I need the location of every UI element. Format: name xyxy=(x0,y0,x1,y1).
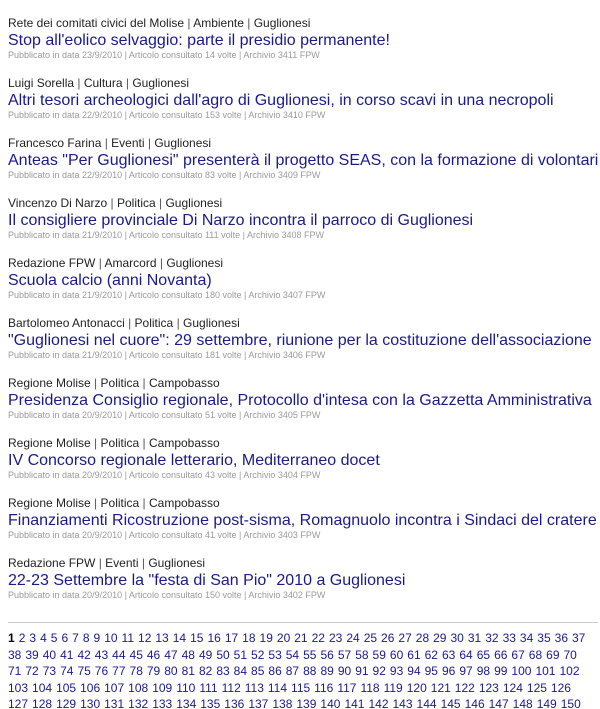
meta-separator: | xyxy=(144,136,155,150)
page-link[interactable]: 89 xyxy=(320,664,334,678)
page-link[interactable]: 149 xyxy=(536,697,557,709)
article-place: Guglionesi xyxy=(154,136,212,150)
page-link[interactable]: 51 xyxy=(233,647,248,662)
page-link[interactable]: 33 xyxy=(502,631,516,645)
page-link[interactable]: 134 xyxy=(176,697,197,709)
page-link[interactable]: 93 xyxy=(389,664,404,678)
page-link[interactable]: 70 xyxy=(563,647,577,662)
page-link[interactable]: 107 xyxy=(104,680,125,695)
page-link[interactable]: 84 xyxy=(233,664,248,678)
page-link[interactable]: 3 xyxy=(29,631,37,645)
article-item xyxy=(8,496,600,556)
page-link[interactable]: 73 xyxy=(42,664,57,678)
article-info: Pubblicato in data 20/9/2010 | Articolo consultato 41 volte | Archivio 3403 FPW xyxy=(8,530,321,540)
page-link[interactable]: 13 xyxy=(155,631,169,645)
article-info: Pubblicato in data 21/9/2010 | Articolo consultato 180 volte | Archivio 3407 FPW xyxy=(8,290,326,300)
article-title-link[interactable]: Scuola calcio (anni Novanta) xyxy=(8,272,212,289)
page-link[interactable]: 115 xyxy=(291,680,311,695)
article-category: Cultura xyxy=(83,76,123,90)
page-link[interactable]: 119 xyxy=(383,680,403,695)
article-meta xyxy=(8,556,600,571)
page-link[interactable]: 129 xyxy=(56,697,77,709)
article-item xyxy=(8,76,600,136)
meta-separator: | xyxy=(122,76,133,90)
page-link[interactable]: 21 xyxy=(294,631,308,645)
page-link[interactable]: 12 xyxy=(138,631,152,645)
article-title-link[interactable]: Anteas "Per Guglionesi" presenterà il progetto SEAS, con la formazione di volontari xyxy=(8,152,599,169)
page-link[interactable]: 91 xyxy=(355,664,369,678)
page-link[interactable]: 43 xyxy=(94,647,109,662)
pagination-row xyxy=(8,647,600,664)
article-info: Pubblicato in data 21/9/2010 | Articolo consultato 111 volte | Archivio 3408 FPW xyxy=(8,230,325,240)
page-link[interactable]: 20 xyxy=(276,631,291,645)
page-link[interactable]: 106 xyxy=(80,680,101,695)
page-link[interactable]: 68 xyxy=(528,647,543,662)
pagination-row xyxy=(8,696,600,709)
page-link[interactable]: 147 xyxy=(488,697,509,709)
article-meta xyxy=(8,316,600,331)
page-link[interactable]: 86 xyxy=(268,664,282,678)
page-link[interactable]: 2 xyxy=(18,631,26,645)
page-link[interactable]: 30 xyxy=(450,631,464,645)
page-link[interactable]: 141 xyxy=(344,697,365,709)
page-link[interactable]: 140 xyxy=(320,697,341,709)
page-link[interactable]: 74 xyxy=(60,664,74,678)
page-link[interactable]: 16 xyxy=(207,631,221,645)
page-link[interactable]: 29 xyxy=(433,631,447,645)
article-category: Eventi xyxy=(105,556,139,570)
article-meta xyxy=(8,256,600,271)
page-link[interactable]: 118 xyxy=(360,680,380,695)
page-link[interactable]: 34 xyxy=(519,631,534,645)
page-link[interactable]: 97 xyxy=(459,664,473,678)
page-link[interactable]: 11 xyxy=(121,631,135,645)
article-info: Pubblicato in data 23/9/2010 | Articolo consultato 14 volte | Archivio 3411 FPW xyxy=(8,50,320,60)
page-link[interactable]: 135 xyxy=(200,697,221,709)
page-link[interactable]: 59 xyxy=(372,647,386,662)
pagination-row xyxy=(8,680,600,697)
meta-separator: | xyxy=(107,196,117,210)
article-info: Pubblicato in data 20/9/2010 | Articolo consultato 150 volte | Archivio 3402 FPW xyxy=(8,590,326,600)
page-link[interactable]: 38 xyxy=(8,647,22,662)
article-item xyxy=(8,136,600,196)
article-item xyxy=(8,196,600,256)
article-place: Guglionesi xyxy=(148,556,206,570)
page-link[interactable]: 19 xyxy=(259,631,273,645)
page-link[interactable]: 6 xyxy=(61,631,69,645)
page-link[interactable]: 75 xyxy=(77,664,91,678)
page-link[interactable]: 27 xyxy=(398,631,412,645)
page-link[interactable]: 80 xyxy=(164,664,178,678)
page-link[interactable]: 126 xyxy=(550,680,571,695)
page-link[interactable]: 41 xyxy=(60,647,74,662)
article-info: Pubblicato in data 22/9/2010 | Articolo consultato 153 volte | Archivio 3410 FPW xyxy=(8,110,326,120)
article-author: Francesco Farina xyxy=(8,136,102,150)
page-link[interactable]: 62 xyxy=(424,647,438,662)
page-link[interactable]: 82 xyxy=(198,664,213,678)
page-link[interactable]: 96 xyxy=(441,664,456,678)
article-category: Politica xyxy=(100,436,140,450)
page-link[interactable]: 139 xyxy=(296,697,317,709)
page-link[interactable]: 22 xyxy=(311,631,325,645)
page-link[interactable]: 103 xyxy=(8,680,29,695)
page-link[interactable]: 87 xyxy=(285,664,300,678)
page-link[interactable]: 110 xyxy=(176,680,196,695)
page-link[interactable]: 148 xyxy=(512,697,533,709)
article-title-link[interactable]: Il consigliere provinciale Di Narzo incontra il parroco di Guglionesi xyxy=(8,212,474,229)
page-link[interactable]: 9 xyxy=(93,631,101,645)
page-link[interactable]: 4 xyxy=(40,631,47,645)
article-category: Politica xyxy=(134,316,174,330)
page-link[interactable]: 57 xyxy=(337,647,352,662)
page-link[interactable]: 136 xyxy=(224,697,245,709)
page-link[interactable]: 35 xyxy=(537,631,551,645)
article-category: Politica xyxy=(100,496,140,510)
page-link[interactable]: 77 xyxy=(112,664,126,678)
article-place: Campobasso xyxy=(149,496,220,510)
page-link[interactable]: 150 xyxy=(560,697,581,709)
page-link[interactable]: 50 xyxy=(216,647,230,662)
article-author: Vincenzo Di Narzo xyxy=(8,196,108,210)
article-meta xyxy=(8,196,600,211)
page-link[interactable]: 10 xyxy=(104,631,118,645)
meta-separator: | xyxy=(90,496,101,510)
article-category: Eventi xyxy=(111,136,145,150)
article-author: Luigi Sorella xyxy=(8,76,75,90)
article-item xyxy=(8,436,600,496)
page-link[interactable]: 25 xyxy=(363,631,378,645)
page-link[interactable]: 138 xyxy=(272,697,293,709)
article-category: Ambiente xyxy=(193,16,244,30)
page-link[interactable]: 92 xyxy=(372,664,386,678)
page-link[interactable]: 105 xyxy=(56,680,77,695)
article-item xyxy=(8,256,600,316)
page-link[interactable]: 65 xyxy=(476,647,491,662)
page-link[interactable]: 111 xyxy=(199,680,218,695)
page-link[interactable]: 54 xyxy=(285,647,300,662)
article-item xyxy=(8,16,600,76)
article-title-link[interactable]: Altri tesori archeologici dall'agro di Guglionesi, in corso scavi in una necropoli xyxy=(8,92,554,109)
article-meta xyxy=(8,376,600,391)
page-link[interactable]: 124 xyxy=(502,680,523,695)
article-author: Rete dei comitati civici del Molise xyxy=(8,16,185,30)
article-item xyxy=(8,556,600,616)
page-link[interactable]: 127 xyxy=(8,697,29,709)
page-link[interactable]: 114 xyxy=(267,680,288,695)
article-info: Pubblicato in data 20/9/2010 | Articolo consultato 43 volte | Archivio 3404 FPW xyxy=(8,470,321,480)
article-author: Regione Molise xyxy=(8,436,91,450)
page-link[interactable]: 137 xyxy=(248,697,269,709)
page-link[interactable]: 32 xyxy=(485,631,499,645)
meta-separator: | xyxy=(155,196,166,210)
page-link[interactable]: 125 xyxy=(526,680,547,695)
page-link[interactable]: 55 xyxy=(303,647,317,662)
article-meta xyxy=(8,136,600,151)
article-place: Guglionesi xyxy=(165,196,223,210)
article-place: Guglionesi xyxy=(183,316,240,330)
meta-separator: | xyxy=(95,556,106,570)
article-author: Regione Molise xyxy=(8,376,91,390)
page-link[interactable]: 83 xyxy=(216,664,230,678)
page-link[interactable]: 144 xyxy=(416,697,437,709)
page-link[interactable]: 47 xyxy=(164,647,178,662)
meta-separator: | xyxy=(139,436,149,450)
meta-separator: | xyxy=(101,136,112,150)
page-link[interactable]: 67 xyxy=(511,647,525,662)
page-link[interactable]: 120 xyxy=(406,680,427,695)
page-link[interactable]: 88 xyxy=(303,664,317,678)
page-link[interactable]: 53 xyxy=(268,647,282,662)
page-link[interactable]: 58 xyxy=(355,647,369,662)
page-link[interactable]: 64 xyxy=(459,647,473,662)
meta-separator: | xyxy=(139,376,149,390)
page-link[interactable]: 36 xyxy=(554,631,568,645)
article-meta xyxy=(8,496,600,511)
meta-separator: | xyxy=(90,436,101,450)
page-link[interactable]: 109 xyxy=(152,680,173,695)
page-link[interactable]: 18 xyxy=(242,631,256,645)
article-author: Redazione FPW xyxy=(8,256,96,270)
page-link[interactable]: 131 xyxy=(104,697,125,709)
article-info: Pubblicato in data 22/9/2010 | Articolo consultato 83 volte | Archivio 3409 FPW xyxy=(8,170,321,180)
page-link[interactable]: 7 xyxy=(72,631,79,645)
meta-separator: | xyxy=(124,316,135,330)
page-link[interactable]: 72 xyxy=(25,664,39,678)
page-link[interactable]: 42 xyxy=(77,647,91,662)
page-link[interactable]: 143 xyxy=(392,697,413,709)
article-title-link[interactable]: Finanziamenti Ricostruzione post-sisma, Romagnuolo incontra i Sindaci del cratere xyxy=(8,512,597,529)
page-link[interactable]: 95 xyxy=(424,664,438,678)
page-link[interactable]: 122 xyxy=(454,680,475,695)
page-link[interactable]: 49 xyxy=(198,647,213,662)
article-meta xyxy=(8,436,600,451)
article-title-link[interactable]: Stop all'eolico selvaggio: parte il presidio permanente! xyxy=(8,32,390,49)
meta-separator: | xyxy=(184,16,194,30)
page-link[interactable]: 26 xyxy=(381,631,395,645)
page-link[interactable]: 48 xyxy=(181,647,195,662)
meta-separator: | xyxy=(173,316,184,330)
page-link[interactable]: 79 xyxy=(146,664,161,678)
article-category: Politica xyxy=(116,196,156,210)
page-link[interactable]: 90 xyxy=(337,664,352,678)
page-link[interactable]: 112 xyxy=(221,680,241,695)
page-link[interactable]: 60 xyxy=(389,647,404,662)
pagination-row xyxy=(8,630,600,647)
page-link[interactable]: 133 xyxy=(152,697,173,709)
page-link[interactable]: 142 xyxy=(368,697,389,709)
article-title-link[interactable]: IV Concorso regionale letterario, Mediterraneo docet xyxy=(8,452,380,469)
page-link[interactable]: 46 xyxy=(146,647,161,662)
article-info: Pubblicato in data 21/9/2010 | Articolo consultato 181 volte | Archivio 3406 FPW xyxy=(8,350,326,360)
page-link[interactable]: 37 xyxy=(572,631,586,645)
page-link[interactable]: 101 xyxy=(535,664,556,678)
article-author: Bartolomeo Antonacci xyxy=(8,316,125,330)
page-link[interactable]: 28 xyxy=(415,631,430,645)
article-place: Campobasso xyxy=(149,376,220,390)
page-link[interactable]: 146 xyxy=(464,697,485,709)
page-link[interactable]: 52 xyxy=(251,647,265,662)
page-link[interactable]: 39 xyxy=(25,647,39,662)
article-title-link[interactable]: Presidenza Consiglio regionale, Protocollo d'intesa con la Gazzetta Amministrativa xyxy=(8,392,592,409)
meta-separator: | xyxy=(138,556,149,570)
page-link[interactable]: 123 xyxy=(478,680,499,695)
meta-separator: | xyxy=(95,256,105,270)
article-place: Guglionesi xyxy=(166,256,224,270)
meta-separator: | xyxy=(90,376,101,390)
page-link[interactable]: 40 xyxy=(42,647,57,662)
page-link[interactable]: 76 xyxy=(94,664,109,678)
page-link[interactable]: 14 xyxy=(172,631,187,645)
current-page-number: 1 xyxy=(8,631,15,645)
page-link[interactable]: 15 xyxy=(190,631,204,645)
page-link[interactable]: 45 xyxy=(129,647,143,662)
page-link[interactable]: 85 xyxy=(251,664,265,678)
pagination-divider xyxy=(8,622,598,623)
page-link[interactable]: 71 xyxy=(8,664,22,678)
page-link[interactable]: 23 xyxy=(328,631,343,645)
page-link[interactable]: 116 xyxy=(314,680,334,695)
article-category: Politica xyxy=(100,376,140,390)
page-link[interactable]: 102 xyxy=(559,664,580,678)
article-title-link[interactable]: 22-23 Settembre la "festa di San Pio" 2010 a Guglionesi xyxy=(8,572,406,589)
page-link[interactable]: 78 xyxy=(129,664,143,678)
page-link[interactable]: 99 xyxy=(494,664,508,678)
article-category: Amarcord xyxy=(104,256,157,270)
article-info: Pubblicato in data 20/9/2010 | Articolo consultato 51 volte | Archivio 3405 FPW xyxy=(8,410,321,420)
article-place: Guglionesi xyxy=(132,76,190,90)
page-link[interactable]: 113 xyxy=(244,680,264,695)
page-link[interactable]: 145 xyxy=(440,697,461,709)
page-link[interactable]: 63 xyxy=(441,647,456,662)
pagination-row xyxy=(8,663,600,680)
article-place: Guglionesi xyxy=(253,16,311,30)
meta-separator: | xyxy=(74,76,84,90)
pagination xyxy=(8,630,600,709)
article-meta xyxy=(8,16,600,31)
article-meta xyxy=(8,76,600,91)
page-link[interactable]: 69 xyxy=(546,647,560,662)
page-link[interactable]: 61 xyxy=(407,647,421,662)
meta-separator: | xyxy=(156,256,167,270)
page-link[interactable]: 100 xyxy=(511,664,532,678)
page-link[interactable]: 132 xyxy=(128,697,149,709)
page-link[interactable]: 121 xyxy=(430,680,451,695)
article-item xyxy=(8,316,600,376)
page-link[interactable]: 104 xyxy=(32,680,53,695)
page-link[interactable]: 117 xyxy=(337,680,357,695)
page-link[interactable]: 128 xyxy=(32,697,53,709)
article-author: Redazione FPW xyxy=(8,556,96,570)
page-link[interactable]: 5 xyxy=(50,631,58,645)
page-link[interactable]: 31 xyxy=(467,631,482,645)
page-link[interactable]: 17 xyxy=(224,631,239,645)
article-list xyxy=(8,16,600,616)
page-link[interactable]: 81 xyxy=(181,664,195,678)
page-link[interactable]: 108 xyxy=(128,680,149,695)
article-title-link[interactable]: "Guglionesi nel cuore": 29 settembre, riunione per la costituzione dell'associazione xyxy=(8,332,592,349)
page-link[interactable]: 66 xyxy=(494,647,508,662)
page-link[interactable]: 98 xyxy=(476,664,491,678)
page-link[interactable]: 44 xyxy=(112,647,126,662)
page-link[interactable]: 56 xyxy=(320,647,334,662)
article-author: Regione Molise xyxy=(8,496,91,510)
page-link[interactable]: 8 xyxy=(82,631,90,645)
page-link[interactable]: 24 xyxy=(346,631,360,645)
page-link[interactable]: 130 xyxy=(80,697,101,709)
meta-separator: | xyxy=(139,496,149,510)
meta-separator: | xyxy=(243,16,254,30)
article-item xyxy=(8,376,600,436)
article-place: Campobasso xyxy=(149,436,220,450)
page-link[interactable]: 94 xyxy=(407,664,421,678)
